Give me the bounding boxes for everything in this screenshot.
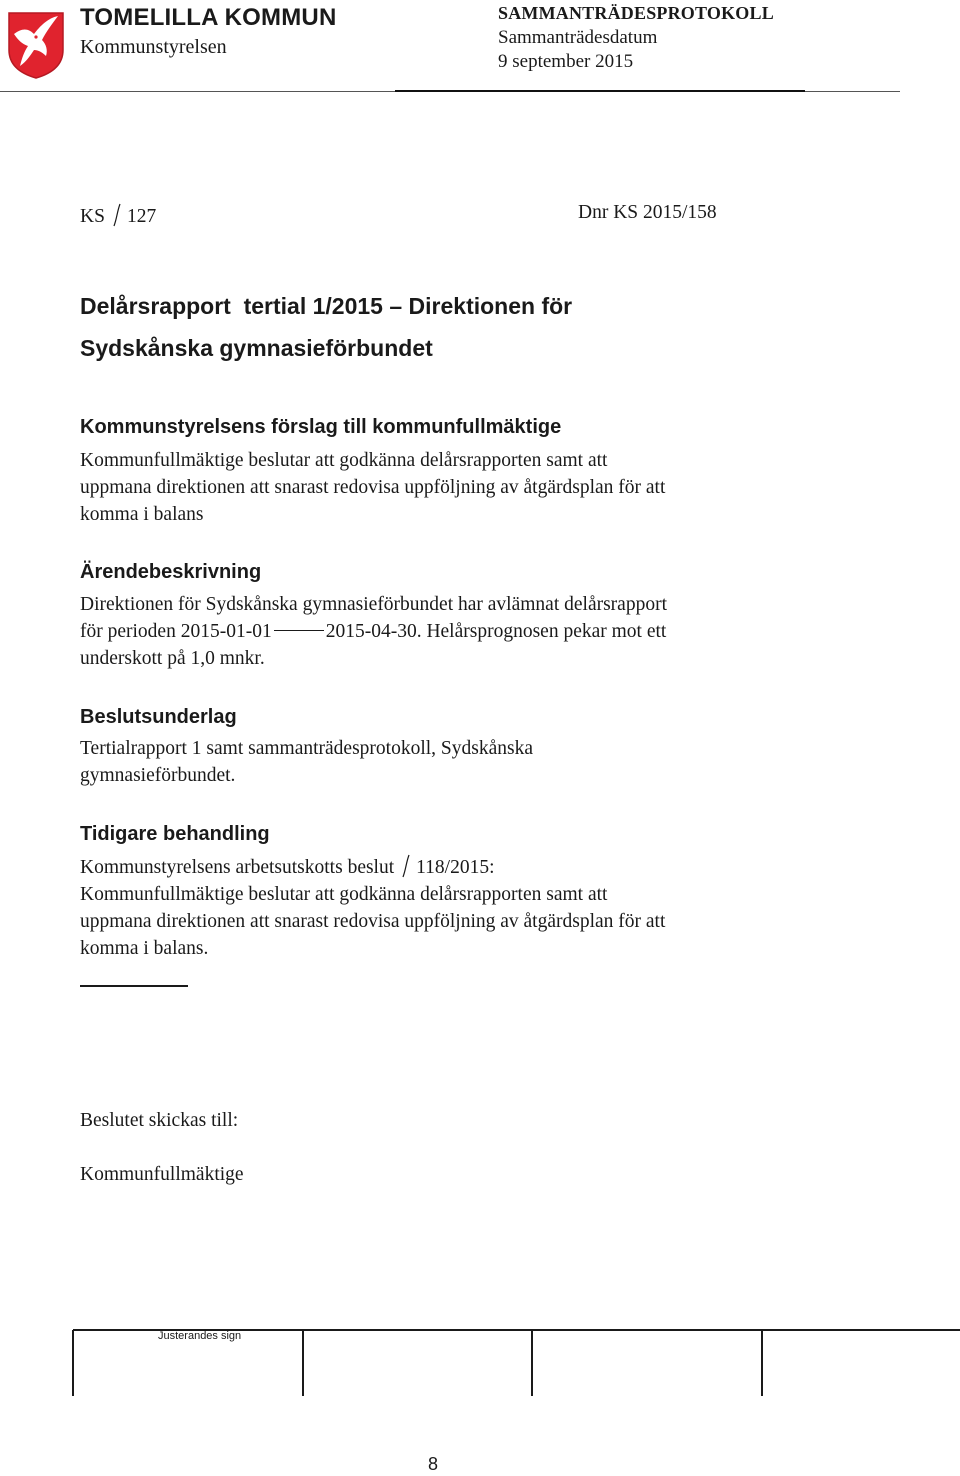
- ks-prefix: KS: [80, 206, 105, 227]
- tomelilla-coat-of-arms-icon: [6, 10, 66, 80]
- text-line: komma i balans: [80, 504, 204, 525]
- case-paragraph-number: [80, 202, 156, 228]
- section-sign-icon: [400, 853, 412, 879]
- signature-box-divider: [531, 1330, 533, 1396]
- ks-number: 127: [126, 206, 157, 227]
- text-line: gymnasieförbundet.: [80, 765, 236, 786]
- organization-name: TOMELILLA KOMMUN: [80, 4, 337, 31]
- document-type: SAMMANTRÄDESPROTOKOLL: [498, 3, 774, 23]
- page-number: 8: [428, 1454, 439, 1474]
- text-line: Kommunfullmäktige beslutar att godkänna delårsrapporten samt att: [80, 884, 608, 905]
- header-divider-accent: [395, 90, 805, 92]
- signature-box-divider: [72, 1330, 74, 1396]
- distribution-label: Beslutet skickas till:: [80, 1110, 239, 1131]
- meeting-date-label: Sammanträdesdatum: [498, 27, 658, 48]
- text-line: uppmana direktionen att snarast redovisa uppföljning av åtgärdsplan för att: [80, 477, 666, 498]
- document-title-line: Sydskånska gymnasieförbundet: [80, 335, 433, 361]
- text-line: uppmana direktionen att snarast redovisa uppföljning av åtgärdsplan för att: [80, 911, 666, 932]
- period-start: för perioden 2015-01-01: [80, 621, 272, 642]
- signature-label: Justerandes sign: [158, 1330, 242, 1342]
- diary-number: Dnr KS 2015/158: [578, 202, 717, 223]
- text-line: [80, 853, 820, 881]
- previous-handling-text: [80, 853, 820, 962]
- description-text: [80, 591, 820, 672]
- decision-number: 118/2015:: [416, 857, 495, 878]
- text-line: underskott på 1,0 mnkr.: [80, 648, 265, 669]
- text-line: komma i balans.: [80, 938, 209, 959]
- basis-text: [80, 735, 820, 789]
- proposal-text: [80, 447, 820, 528]
- text-line: [80, 618, 820, 645]
- period-dash: [274, 630, 324, 631]
- committee-decision: Kommunstyrelsens arbetsutskotts beslut: [80, 857, 395, 878]
- proposal-heading: Kommunstyrelsens förslag till kommunfullmäktige: [80, 416, 562, 438]
- meeting-date-value: 9 september 2015: [498, 51, 634, 72]
- text-line: Direktionen för Sydskånska gymnasieförbundet har avlämnat delårsrapport: [80, 594, 667, 615]
- end-of-section-rule: [80, 985, 188, 987]
- text-line: Kommunfullmäktige beslutar att godkänna delårsrapporten samt att: [80, 450, 608, 471]
- description-heading: Ärendebeskrivning: [80, 561, 262, 583]
- organization-unit: Kommunstyrelsen: [80, 36, 227, 58]
- signature-box-divider: [302, 1330, 304, 1396]
- document-title: [80, 285, 800, 369]
- signature-box-divider: [761, 1330, 763, 1396]
- period-end: 2015-04-30. Helårsprognosen pekar mot ett: [325, 621, 667, 642]
- text-line: Tertialrapport 1 samt sammanträdesprotokoll, Sydskånska: [80, 738, 533, 759]
- section-sign-icon: [111, 202, 123, 228]
- document-title-line: Delårsrapport tertial 1/2015 – Direktionen för: [80, 293, 573, 319]
- previous-handling-heading: Tidigare behandling: [80, 823, 270, 845]
- distribution-recipient: Kommunfullmäktige: [80, 1164, 244, 1185]
- basis-heading: Beslutsunderlag: [80, 706, 237, 728]
